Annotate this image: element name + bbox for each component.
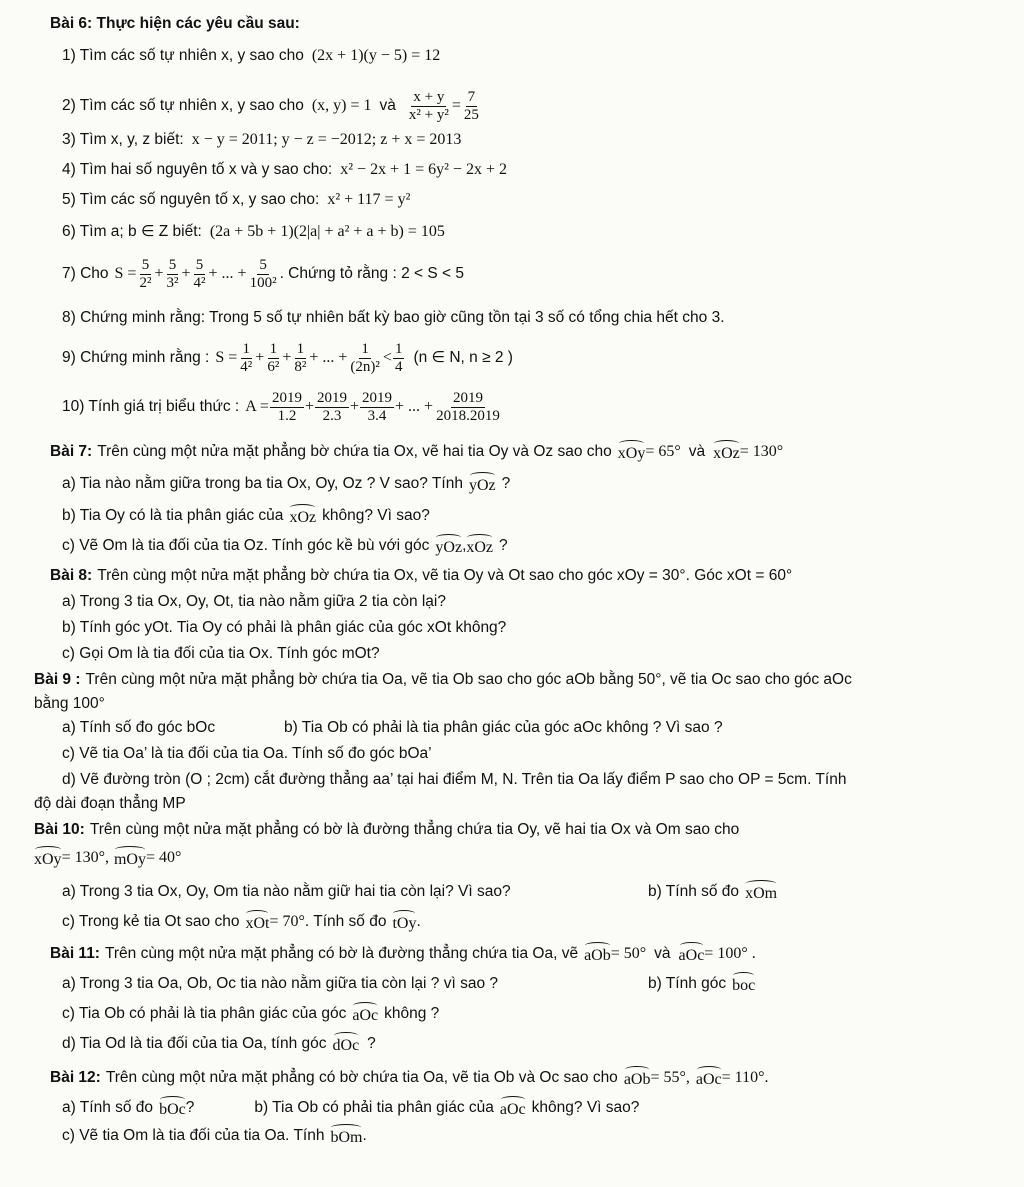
b7-a-text: a) Tia nào nằm giữa trong ba tia Ox, Oy, Oz ? V sao? Tính (62, 475, 463, 492)
b10-angles (34, 846, 1016, 870)
b7-value-1: = 65° (645, 443, 681, 460)
b7-c-text: c) Vẽ Om là tia đối của tia Oz. Tính góc kề bù với góc (62, 537, 430, 554)
b10-c-mid: . Tính số đo (304, 913, 387, 930)
b7-comma: , (462, 537, 467, 554)
b6-p2-math1: (x, y) = 1 (311, 97, 372, 114)
b6-p4-text: 4) Tìm hai số nguyên tố x và y sao cho: (62, 161, 333, 178)
b11-part-c (62, 1002, 1016, 1026)
b10-part-c (62, 910, 1016, 934)
b6-p10-frac-1: $\frac{2019}{1.2}$ (271, 389, 302, 424)
b9-b: b) Tia Ob có phải là tia phân giác của góc aOc không ? Vì sao ? (284, 719, 723, 736)
b12-b-end: không? Vì sao? (531, 1099, 640, 1116)
b7-c-end: ? (499, 537, 508, 554)
b6-p4-math: x² − 2x + 1 = 6y² − 2x + 2 (340, 161, 507, 178)
b6-problem-4 (62, 160, 1016, 180)
angle-aOc-11: aOc (679, 942, 705, 966)
b6-p9-dots: + ... + (309, 349, 348, 366)
b7-b-end: không? Vì sao? (322, 507, 430, 524)
b6-problem-2 (62, 86, 1016, 126)
angle-xOz: xOz (713, 440, 740, 464)
b6-p9-frac-4: $\frac{1}{\text{(2n)²}}$ (350, 340, 380, 375)
b12-a-text: a) Tính số đo (62, 1099, 154, 1116)
angle-aOc-12: aOc (696, 1066, 722, 1090)
b9-a: a) Tính số đo góc bOc (62, 719, 216, 736)
b6-p9-frac-2: $\frac{1}{\text{6²}}$ (267, 340, 280, 375)
b10-value-1: = 130°, (61, 849, 109, 866)
b6-problem-10: 10) Tính giá trị biểu thức : A = $\frac{2019}{1.2}$ + $\frac{2019}{2.3}$ + $\frac{2019}{3.4}$ + ... + $\frac{2019}{2018.2019}$ (62, 389, 500, 424)
b10-c-end: . (416, 913, 421, 930)
b6-p1-math: (2x + 1)(y − 5) = 12 (311, 47, 441, 64)
b6-p9-lt: < (382, 349, 392, 366)
b6-p7-frac-3: $\frac{5}{\text{4²}}$ (193, 256, 206, 291)
b6-p9-text: 9) Chứng minh rằng : (62, 349, 210, 366)
b11-c-end: không ? (384, 1005, 440, 1022)
b11-value-1: = 50° (610, 945, 647, 962)
b6-p5-text: 5) Tìm các số nguyên tố x, y sao cho: (62, 191, 320, 208)
b6-p5-math: x² + 117 = y² (327, 191, 411, 208)
angle-xOz-c: xOz (466, 534, 493, 558)
b6-p9-frac-5: $\frac{1}{4}$ (394, 340, 403, 375)
b6-p7-frac-4: $\frac{5}{\text{100²}}$ (249, 256, 277, 291)
angle-aOc-11c: aOc (352, 1002, 378, 1026)
b6-p10-frac-3: $\frac{2019}{3.4}$ (362, 389, 393, 424)
b8-part-c: c) Gọi Om là tia đối của tia Ox. Tính góc mOt? (62, 645, 380, 662)
b6-p9-cond: (n ∈ N, n ≥ 2 ) (413, 349, 513, 366)
b11-a: a) Trong 3 tia Oa, Ob, Oc tia nào nằm giữa tia còn lại ? vì sao ? (62, 975, 498, 992)
angle-xOz-b: xOz (289, 504, 316, 528)
angle-yOz: yOz (469, 472, 496, 496)
angle-xOy: xOy (618, 440, 646, 464)
b7-part-b (62, 504, 1016, 528)
b9-part-d: d) Vẽ đường tròn (O ; 2cm) cắt đường thẳng aa’ tại hai điểm M, N. Trên tia Oa lấy điểm P sao cho OP = 5cm. Tính (62, 771, 847, 788)
angle-xOt: xOt (245, 910, 269, 934)
b11-b: b) Tính góc (648, 975, 727, 992)
b10-b: b) Tính số đo (648, 883, 740, 900)
b11-part-d (62, 1032, 1016, 1056)
b6-p7-tail: . Chứng tỏ rằng : 2 < S < 5 (279, 265, 464, 282)
b8-label: Bài 8: (50, 567, 93, 584)
b9-part-ab (62, 718, 1016, 738)
b6-p7-frac-1: $\frac{5}{\text{2²}}$ (139, 256, 152, 291)
b9-label: Bài 9 : (34, 671, 81, 688)
b7-part-a (62, 472, 1016, 496)
b6-problem-8: 8) Chứng minh rằng: Trong 5 số tự nhiên bất kỳ bao giờ cũng tồn tại 3 số có tổng chia hết cho 3. (62, 309, 725, 326)
b7-value-2: = 130° (739, 443, 784, 460)
angle-mOy: mOy (114, 846, 146, 870)
b12-part-ab (62, 1096, 1016, 1120)
b6-p2-va: và (379, 97, 396, 114)
b6-p6-math: (2a + 5b + 1)(2|a| + a² + a + b) = 105 (209, 223, 445, 240)
b11-text: Trên cùng một nửa mặt phẳng có bờ là đường thẳng chứa tia Oa, vẽ (104, 945, 579, 962)
b8-statement (50, 566, 1016, 586)
b10-c-text: c) Trong kẻ tia Ot sao cho (62, 913, 240, 930)
b9-part-c: c) Vẽ tia Oa’ là tia đối của tia Oa. Tính số đo góc bOa’ (62, 745, 432, 762)
angle-dOc: dOc (333, 1032, 360, 1056)
b7-a-end: ? (501, 475, 511, 492)
b7-statement (50, 440, 1016, 464)
angle-boc: boc (732, 972, 755, 996)
b12-c-end: . (362, 1127, 367, 1144)
b9-statement (34, 670, 1016, 690)
b6-p6-text: 6) Tìm a; b ∈ Z biết: (62, 223, 202, 240)
b12-b-text: b) Tia Ob có phải tia phân giác của (254, 1099, 494, 1116)
b6-p10-frac-2: $\frac{2019}{2.3}$ (316, 389, 347, 424)
b9-line-2: bằng 100° (34, 695, 105, 712)
b6-problem-9: 9) Chứng minh rằng : S = $\frac{1}{\text{4²}}$ + $\frac{1}{\text{6²}}$ + $\frac{1}{\text{8²}}$ + ... + $\frac{1}{\text{(2n)²}}$ < $\frac{1}{4}$ (n ∈ N, n ≥ 2 ) (62, 340, 513, 375)
b12-part-c (62, 1124, 1016, 1148)
b11-c-text: c) Tia Ob có phải là tia phân giác của góc (62, 1005, 347, 1022)
b6-p7-dots: + ... + (208, 265, 247, 282)
b12-c-text: c) Vẽ tia Om là tia đối của tia Oa. Tính (62, 1127, 325, 1144)
b6-p10-a: A = (245, 398, 269, 415)
b11-and: và (654, 945, 671, 962)
b6-p2-eq: = (451, 97, 461, 114)
b6-problem-3 (62, 130, 1016, 150)
b10-text: Trên cùng một nửa mặt phẳng có bờ là đường thẳng chứa tia Oy, vẽ hai tia Ox và Om sao cho (89, 821, 740, 838)
b12-a-end: ? (185, 1099, 195, 1116)
b10-c-value: = 70° (269, 913, 305, 930)
b6-p2-text: 2) Tìm các số tự nhiên x, y sao cho (62, 97, 304, 114)
b12-value-2: = 110°. (721, 1069, 769, 1086)
b6-p2-fraction: $\frac{x + y}{\text{x² + y²}}$ (408, 88, 449, 123)
b6-problem-7: 7) Cho S = $\frac{5}{\text{2²}}$ + $\frac{5}{\text{3²}}$ + $\frac{5}{\text{4²}}$ + ... + $\frac{5}{\text{100²}}$ . Chứng tỏ rằng : 2 < S < 5 (62, 256, 464, 291)
b10-a: a) Trong 3 tia Ox, Oy, Om tia nào nằm giữ hai tia còn lại? Vì sao? (62, 883, 511, 900)
b7-part-c (62, 534, 1016, 558)
angle-xOm: xOm (745, 880, 777, 904)
b6-p7-s: S = (114, 265, 137, 282)
b11-statement (50, 942, 1016, 966)
b6-p7-frac-2: $\frac{5}{\text{3²}}$ (166, 256, 179, 291)
b7-text: Trên cùng một nửa mặt phẳng bờ chứa tia Ox, vẽ hai tia Oy và Oz sao cho (97, 443, 612, 460)
b7-b-text: b) Tia Oy có là tia phân giác của (62, 507, 284, 524)
b6-p3-text: 3) Tìm x, y, z biết: (62, 131, 184, 148)
b8-part-a: a) Trong 3 tia Ox, Oy, Ot, tia nào nằm giữa 2 tia còn lại? (62, 593, 446, 610)
b11-label: Bài 11: (50, 945, 100, 962)
angle-bOc: bOc (159, 1096, 186, 1120)
b10-value-2: = 40° (145, 849, 182, 866)
b12-statement (50, 1066, 1016, 1090)
b11-d-end: ? (367, 1035, 376, 1052)
angle-aOb-11: aOb (584, 942, 611, 966)
b7-and: và (688, 443, 706, 460)
b12-label: Bài 12: (50, 1069, 101, 1086)
b9-text: Trên cùng một nửa mặt phẳng bờ chứa tia Oa, vẽ tia Ob sao cho góc aOb bằng 50°, vẽ tia Oc sao cho góc aOc (85, 671, 852, 688)
b6-p10-frac-4: $\frac{2019}{2018.2019}$ (436, 389, 500, 424)
b11-value-2: = 100° . (704, 945, 756, 962)
b6-p2-ratio: $\frac{7}{25}$ (463, 88, 479, 123)
b6-heading: Bài 6: Thực hiện các yêu cầu sau: (50, 15, 300, 32)
angle-aOc-12b: aOc (500, 1096, 526, 1120)
angle-bOm: bOm (330, 1124, 362, 1148)
b10-part-ab (62, 880, 1016, 904)
angle-xOy-10: xOy (34, 846, 62, 870)
b10-label: Bài 10: (34, 821, 85, 838)
angle-aOb-12: aOb (624, 1066, 651, 1090)
b8-part-b: b) Tính góc yOt. Tia Oy có phải là phân giác của góc xOt không? (62, 619, 507, 636)
b6-problem-6 (62, 222, 1016, 242)
b6-p9-s: S = (215, 349, 238, 366)
angle-yOz-c: yOz (435, 534, 462, 558)
b7-label: Bài 7: (50, 443, 93, 460)
b6-problem-5 (62, 190, 1016, 210)
b6-problem-1 (62, 46, 1016, 66)
b11-part-ab (62, 972, 1016, 996)
b6-p1-text: 1) Tìm các số tự nhiên x, y sao cho (62, 47, 304, 64)
b11-d-text: d) Tia Od là tia đối của tia Oa, tính góc (62, 1035, 327, 1052)
b6-p10-dots: + ... + (395, 398, 434, 415)
b8-text: Trên cùng một nửa mặt phẳng bờ chứa tia Ox, vẽ tia Oy và Ot sao cho góc xOy = 30°. Góc xOt = 60° (97, 567, 793, 584)
b6-p7-text: 7) Cho (62, 265, 109, 282)
b6-p9-frac-3: $\frac{1}{\text{8²}}$ (294, 340, 307, 375)
b9-part-d-2: độ dài đoạn thẳng MP (34, 795, 186, 812)
b6-p9-frac-1: $\frac{1}{\text{4²}}$ (240, 340, 253, 375)
angle-tOy: tOy (392, 910, 416, 934)
b10-statement (34, 820, 1016, 840)
b12-text: Trên cùng một nửa mặt phẳng có bờ chứa tia Oa, vẽ tia Ob và Oc sao cho (105, 1069, 618, 1086)
b6-p10-text: 10) Tính giá trị biểu thức : (62, 398, 240, 415)
b6-p3-math: x − y = 2011; y − z = −2012; z + x = 2013 (191, 131, 462, 148)
b12-value-1: = 55°, (650, 1069, 690, 1086)
